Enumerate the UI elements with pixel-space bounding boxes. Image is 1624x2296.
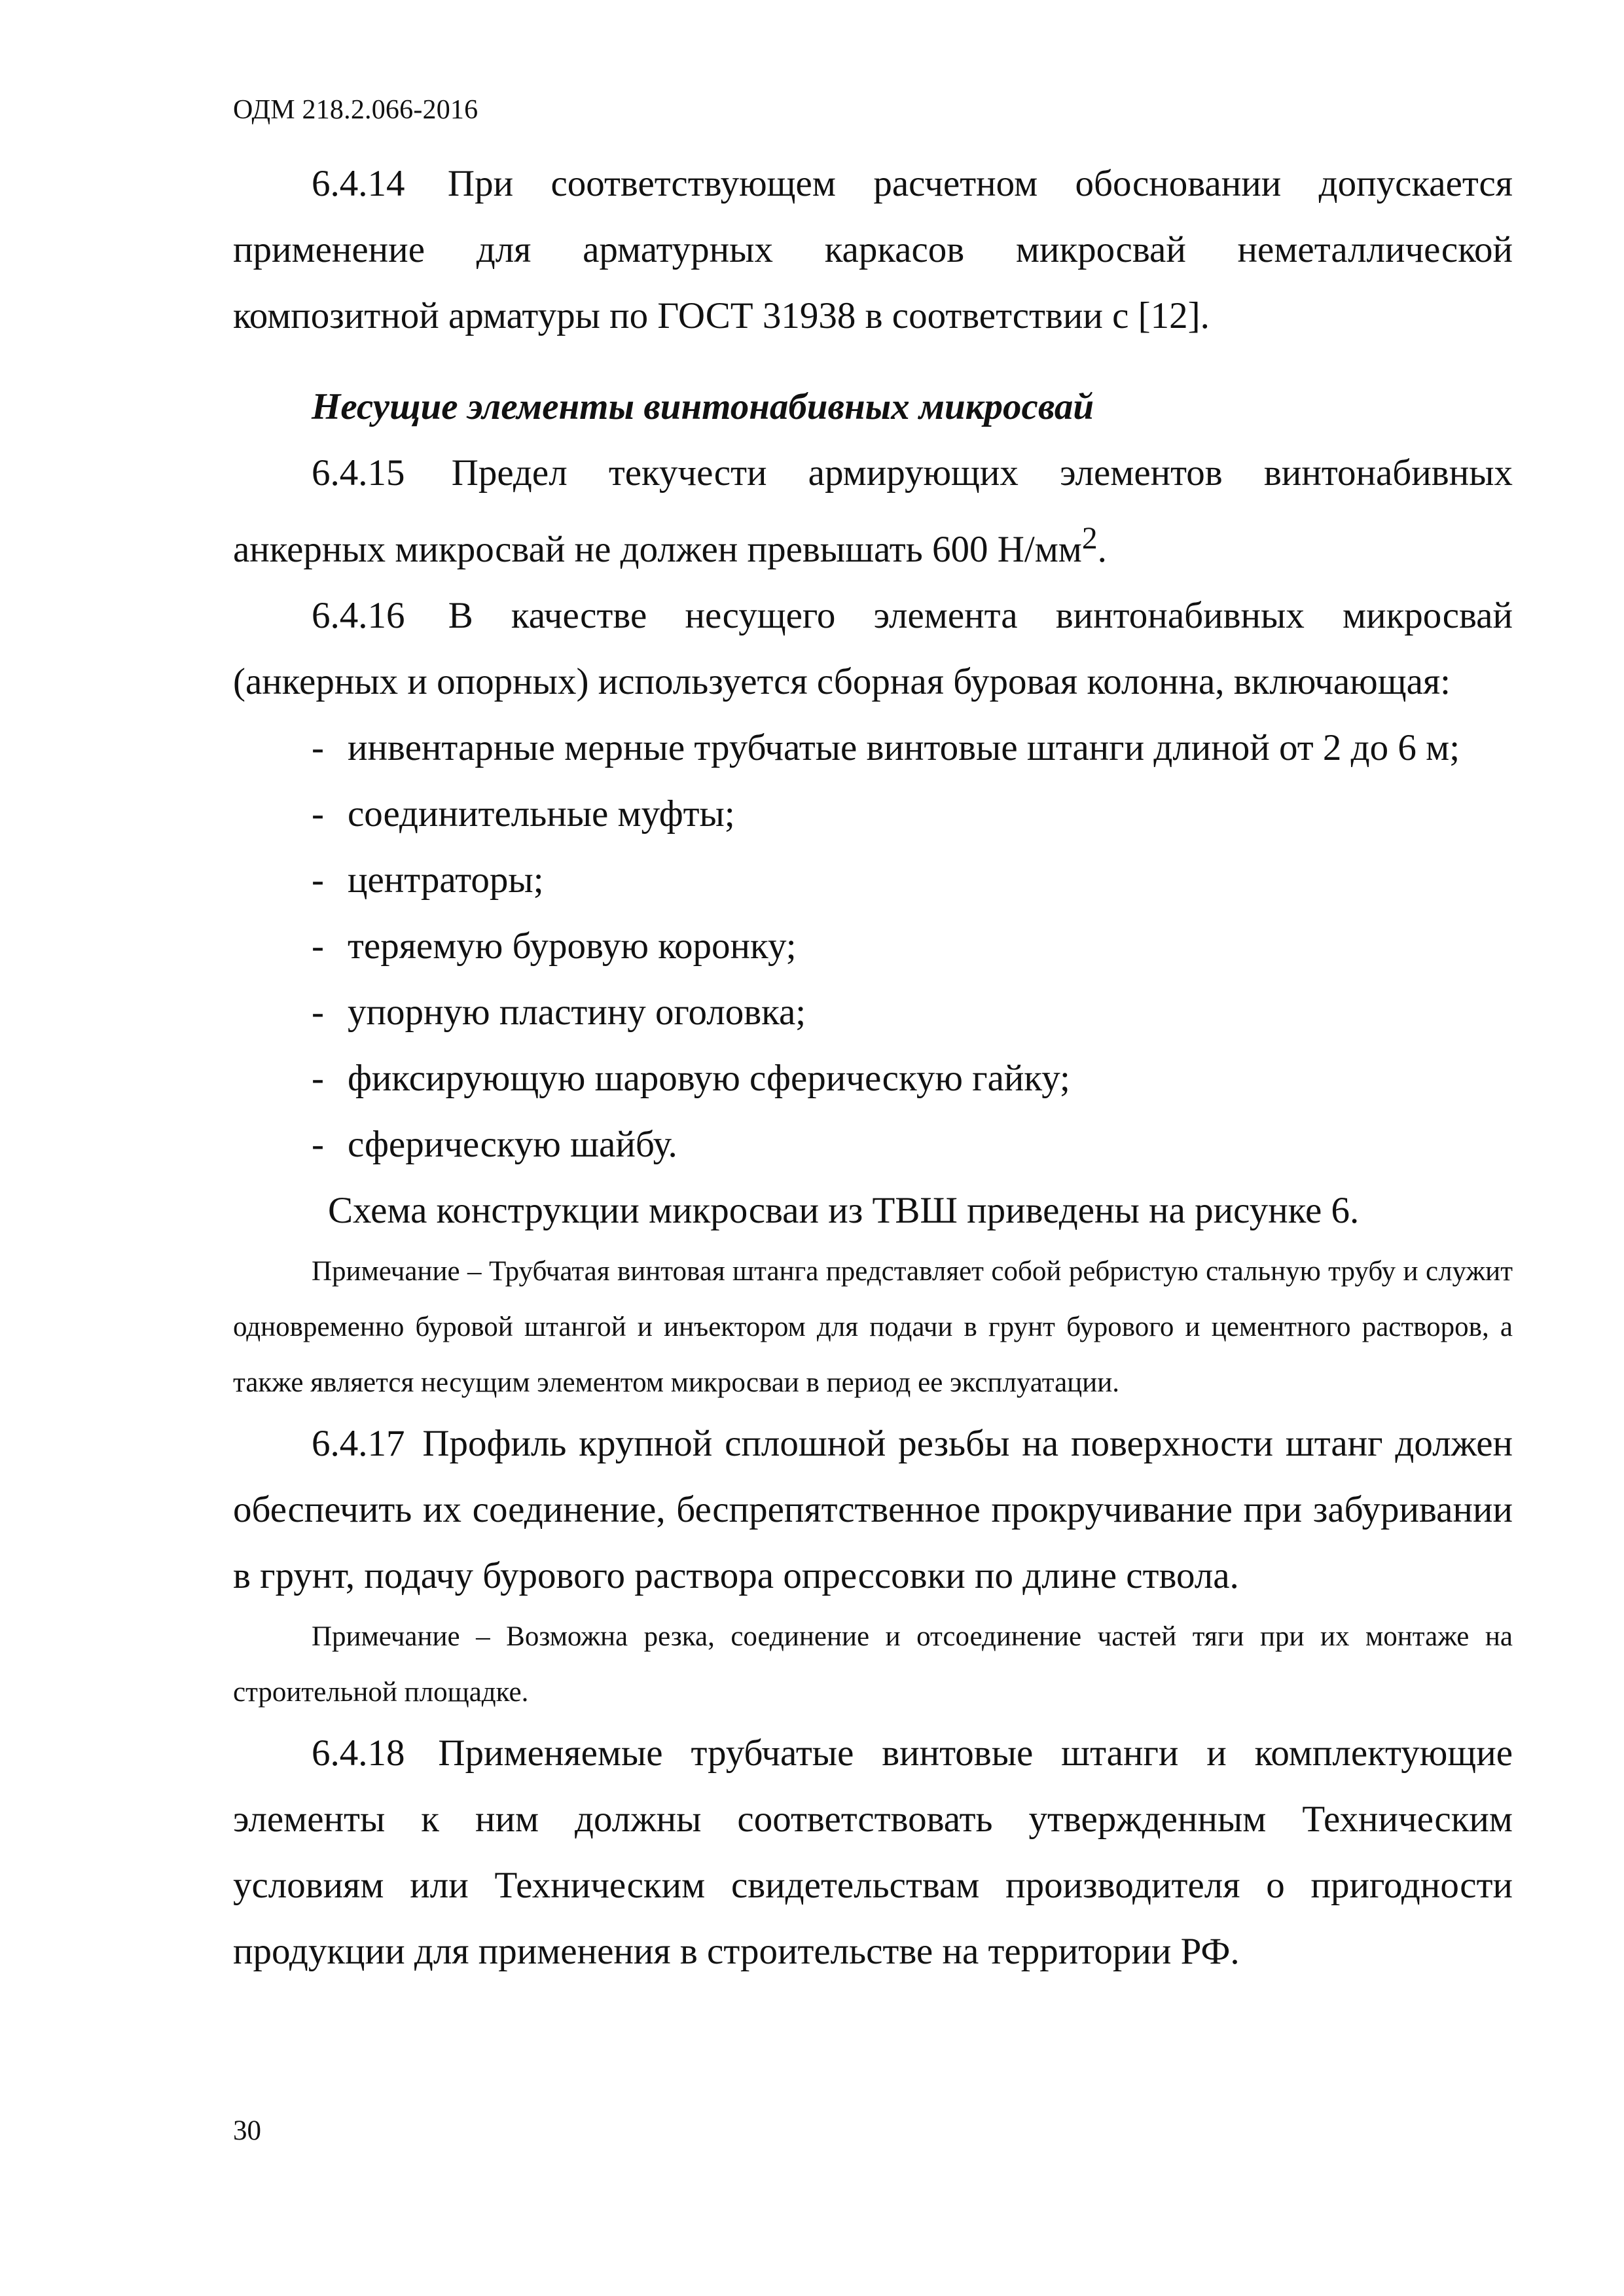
list-item-text: упорную пластину оголовка; xyxy=(348,992,806,1033)
section-subheading: Несущие элементы винтонабивных микросвай xyxy=(312,386,1094,427)
list-item xyxy=(233,1045,1513,1111)
list-item xyxy=(233,1111,1513,1177)
clause-text: Применяемые трубчатые винтовые штанги и комплектующие элементы к ним должны соответствовать утвержденным Техническим условиям или Техническим свидетельствам производителя о пригодности продукции для применения в строительстве на территории РФ. xyxy=(233,1732,1513,1972)
list-item xyxy=(233,979,1513,1045)
list-dash: - xyxy=(312,727,324,768)
clause-number: 6.4.14 xyxy=(312,163,405,204)
list-item-text: центраторы; xyxy=(348,859,544,901)
paragraph-6-4-16 xyxy=(233,583,1513,715)
clause-text: Предел текучести армирующих элементов винтонабивных анкерных микросвай не должен превышать 600 Н/мм xyxy=(233,452,1513,570)
list-dash: - xyxy=(312,1058,324,1099)
list-dash: - xyxy=(312,1124,324,1165)
drill-column-components-list xyxy=(233,715,1513,1177)
paragraph-6-4-18 xyxy=(233,1720,1513,1984)
clause-tail: . xyxy=(1097,529,1107,570)
clause-number: 6.4.16 xyxy=(312,595,405,636)
clause-text: При соответствующем расчетном обосновании допускается применение для арматурных каркасов микросвай неметаллической композитной арматуры по ГОСТ 31938 в соответствии с [12]. xyxy=(233,163,1513,336)
paragraph-6-4-15 xyxy=(233,440,1513,583)
note-rod-cutting: Примечание – Возможна резка, соединение и отсоединение частей тяги при их монтаже на строительной площадке. xyxy=(233,1621,1513,1708)
list-item-text: соединительные муфты; xyxy=(348,793,735,834)
clause-number: 6.4.17 xyxy=(312,1423,405,1464)
list-item xyxy=(233,913,1513,979)
clause-text: Профиль крупной сплошной резьбы на поверхности штанг должен обеспечить их соединение, беспрепятственное прокручивание при забуривании в грунт, подачу бурового раствора опрессовки по длине ствола. xyxy=(233,1423,1513,1596)
list-item-text: инвентарные мерные трубчатые винтовые штанги длиной от 2 до 6 м; xyxy=(348,727,1460,768)
list-item xyxy=(233,781,1513,847)
document-code-header: ОДМ 218.2.066-2016 xyxy=(233,95,478,125)
clause-number: 6.4.18 xyxy=(312,1732,405,1774)
paragraph-6-4-14 xyxy=(233,151,1513,349)
figure-reference-line: Схема конструкции микросваи из ТВШ приведены на рисунке 6. xyxy=(328,1190,1360,1231)
list-item-text: фиксирующую шаровую сферическую гайку; xyxy=(348,1058,1070,1099)
list-item xyxy=(233,715,1513,781)
list-dash: - xyxy=(312,925,324,967)
clause-number: 6.4.15 xyxy=(312,452,405,493)
document-body xyxy=(233,151,1513,1984)
clause-text: В качестве несущего элемента винтонабивных микросвай (анкерных и опорных) используется сборная буровая колонна, включающая: xyxy=(233,595,1513,702)
list-dash: - xyxy=(312,992,324,1033)
list-dash: - xyxy=(312,793,324,834)
note-tvsh-description: Примечание – Трубчатая винтовая штанга представляет собой ребристую стальную трубу и служит одновременно буровой штангой и инъектором для подачи в грунт бурового и цементного растворов, а также является несущим элементом микросваи в период ее эксплуатации. xyxy=(233,1256,1513,1398)
list-item-text: сферическую шайбу. xyxy=(348,1124,677,1165)
paragraph-6-4-17 xyxy=(233,1410,1513,1609)
list-item xyxy=(233,847,1513,913)
unit-superscript: 2 xyxy=(1081,522,1098,556)
page-number: 30 xyxy=(233,2115,261,2146)
list-dash: - xyxy=(312,859,324,901)
list-item-text: теряемую буровую коронку; xyxy=(348,925,797,967)
